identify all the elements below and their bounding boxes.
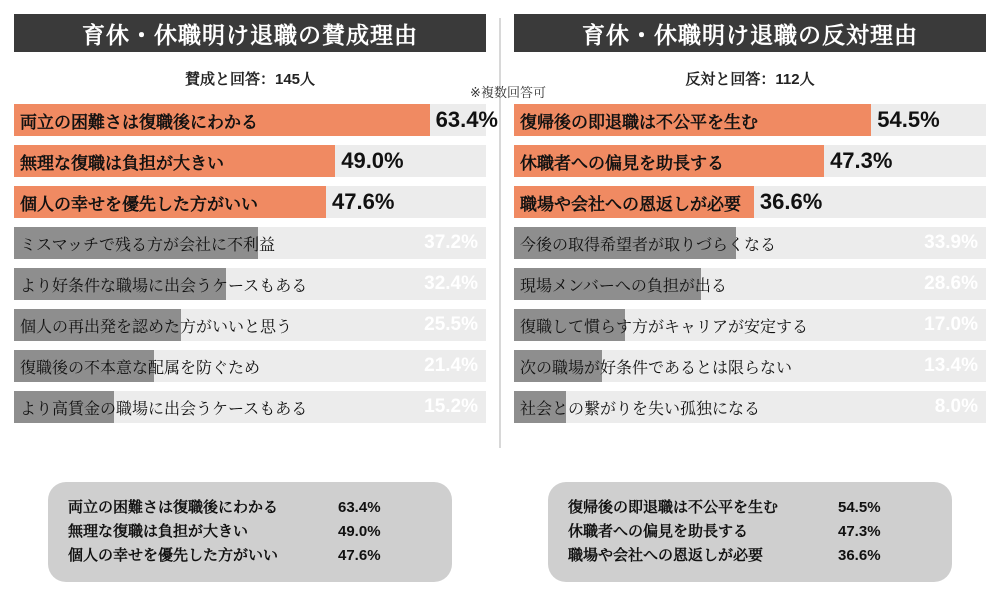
panel-agree-title: 育休・休職明け退職の賛成理由 [14,14,486,52]
bar-list-disagree [514,101,986,426]
summary-row [568,544,932,568]
bar-label: より好条件な職場に出会うケースもある [20,277,308,295]
bar-row [514,142,986,180]
summary-label: 両立の困難さは復職後にわかる [68,499,279,516]
bar-value: 47.6% [332,189,395,214]
bar-row [14,306,486,344]
bar-value: 54.5% [877,107,940,132]
summary-row [68,544,432,568]
bar-value: 32.4% [424,273,478,294]
summary-value: 49.0% [338,523,381,540]
bar-row [514,183,986,221]
bar-row [14,183,486,221]
bar-value: 28.6% [924,273,978,294]
bar-row [514,265,986,303]
summary-row [68,520,432,544]
bar-label: より高賃金の職場に出会うケースもある [20,400,308,418]
bar-label: 復職して慣らす方がキャリアが安定する [520,318,809,336]
summary-row [568,496,932,520]
bar-row [514,306,986,344]
bar-list-agree [14,101,498,426]
bar-value: 15.2% [424,396,478,417]
bar-value: 63.4% [435,107,498,132]
bar-label: 復職後の不本意な配属を防ぐため [20,359,261,377]
bar-value: 36.6% [759,189,823,214]
bar-value: 33.9% [924,232,978,253]
bar-label: 休職者への偏見を助長する [520,153,724,173]
bar-label: 無理な復職は負担が大きい [20,153,224,173]
bar-label: 職場や会社への恩返しが必要 [520,194,741,214]
bar-row [14,224,486,262]
bar-row [514,101,986,139]
panel-agree-subtitle: 賛成と回答：145人 [184,71,316,88]
summary-row [68,496,432,520]
bar-row [14,388,486,426]
bar-label: 個人の幸せを優先した方がいい [20,194,258,214]
bar-row [514,388,986,426]
bar-row [14,347,486,385]
multiple-answer-note: ※複数回答可 [470,85,546,100]
panel-disagree-subtitle: 反対と回答：112人 [685,71,815,88]
bar-label: 両立の困難さは復職後にわかる [20,112,258,132]
bar-label: 現場メンバーへの負担が出る [520,277,727,295]
summary-value: 36.6% [838,547,881,564]
bar-row [14,265,486,303]
summary-disagree [548,482,952,582]
bar-row [514,347,986,385]
bar-value: 37.2% [424,232,478,253]
bar-row [514,224,986,262]
summary-value: 63.4% [338,499,381,516]
bar-label: 個人の再出発を認めた方がいいと思う [20,318,293,336]
summary-label: 休職者への偏見を助長する [568,523,749,540]
summary-agree [48,482,452,582]
bar-label: 社会との繋がりを失い孤独になる [520,400,761,418]
summary-label: 無理な復職は負担が大きい [68,523,249,540]
bar-value: 13.4% [924,355,978,376]
bar-label: 復帰後の即退職は不公平を生む [520,112,758,132]
bar-label: 今後の取得希望者が取りづらくなる [520,236,777,254]
summary-value: 47.3% [838,523,881,540]
summary-label: 復帰後の即退職は不公平を生む [568,499,779,516]
summary-label: 個人の幸せを優先した方がいい [68,547,279,564]
bar-value: 8.0% [934,396,978,417]
bar-row [14,101,498,139]
summary-label: 職場や会社への恩返しが必要 [568,547,764,564]
summary-value: 47.6% [338,547,381,564]
bar-value: 47.3% [830,148,893,173]
bar-value: 25.5% [424,314,478,335]
summary-row [568,520,932,544]
bar-row [14,142,486,180]
bar-label: ミスマッチで残る方が会社に不利益 [20,236,276,254]
summary-value: 54.5% [838,499,881,516]
bar-value: 21.4% [424,355,478,376]
bar-value: 49.0% [341,148,404,173]
panel-disagree-title: 育休・休職明け退職の反対理由 [514,14,986,52]
bar-label: 次の職場が好条件であるとは限らない [520,359,793,377]
bar-value: 17.0% [924,314,978,335]
